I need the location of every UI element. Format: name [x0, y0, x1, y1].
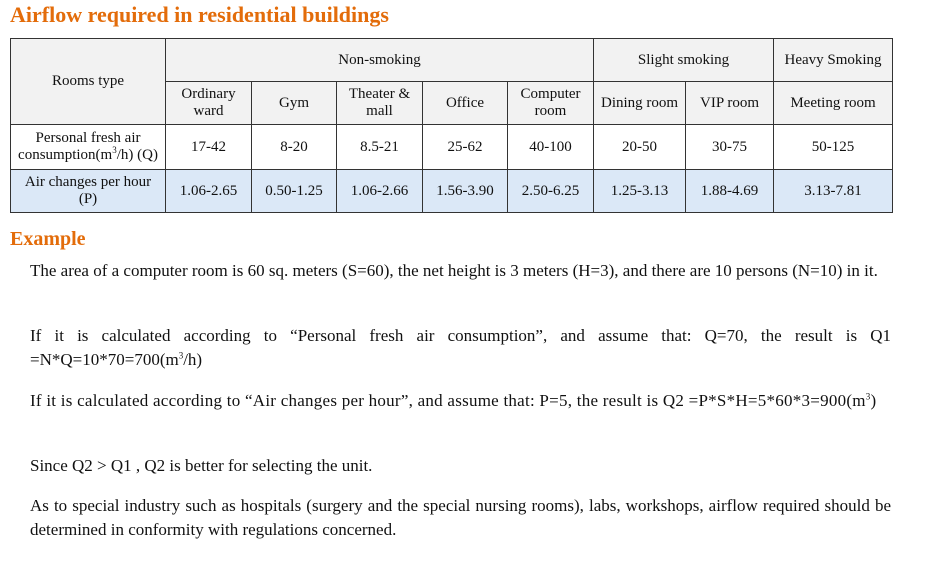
table-cell: 8-20	[252, 125, 337, 170]
table-cell: 25-62	[423, 125, 508, 170]
group-heavy-smoking: Heavy Smoking	[774, 39, 893, 82]
table-cell: 1.25-3.13	[594, 170, 686, 213]
row-label-air-changes: Air changes per hour (P)	[11, 170, 166, 213]
table-cell: 1.06-2.66	[337, 170, 423, 213]
example-paragraph-5: As to special industry such as hospitals (surgery and the special nursing rooms), labs, workshops, airflow required should be determined in conformity with regulations concerned.	[30, 496, 891, 539]
table-cell: 1.88-4.69	[686, 170, 774, 213]
room-dining: Dining room	[594, 82, 686, 125]
room-vip: VIP room	[686, 82, 774, 125]
table-cell: 3.13-7.81	[774, 170, 893, 213]
example-paragraph-1: The area of a computer room is 60 sq. meters (S=60), the net height is 3 meters (H=3), and there are 10 persons (N=10) in it.	[30, 261, 878, 280]
room-meeting: Meeting room	[774, 82, 893, 125]
table-cell: 20-50	[594, 125, 686, 170]
example-paragraph-4: Since Q2 > Q1 , Q2 is better for selecting the unit.	[30, 456, 373, 475]
room-office: Office	[423, 82, 508, 125]
airflow-table	[10, 38, 893, 213]
table-cell: 17-42	[166, 125, 252, 170]
row-label-fresh-air: Personal fresh air $consumption(m^3/h)$ (Q)	[11, 125, 166, 170]
page-title: Airflow required in residential buildings	[10, 2, 389, 27]
example-heading: Example	[10, 228, 86, 250]
room-gym: Gym	[252, 82, 337, 125]
table-row	[11, 125, 893, 170]
table-header-row	[11, 39, 893, 82]
table-cell: 0.50-1.25	[252, 170, 337, 213]
room-computer: Computer room	[508, 82, 594, 125]
table-cell: 1.56-3.90	[423, 170, 508, 213]
table-cell: 40-100	[508, 125, 594, 170]
example-paragraph-2: If it is calculated according to “Personal fresh air consumption”, and assume that: Q=70, the result is $Q1 =N*Q=10*70=700(m^3/h)$	[30, 326, 891, 369]
table-cell: 30-75	[686, 125, 774, 170]
table-cell: 50-125	[774, 125, 893, 170]
room-theater-mall: Theater & mall	[337, 82, 423, 125]
table-cell: 2.50-6.25	[508, 170, 594, 213]
table-cell: 8.5-21	[337, 125, 423, 170]
rooms-type-header: Rooms type	[11, 39, 166, 125]
room-ordinary-ward: Ordinary ward	[166, 82, 252, 125]
group-non-smoking: Non-smoking	[166, 39, 594, 82]
table-cell: 1.06-2.65	[166, 170, 252, 213]
table-row	[11, 170, 893, 213]
example-paragraph-3: If it is calculated according to “Air changes per hour”, and assume that: P=5, the result is $Q2 =P*S*H=5*60*3=900(m^3)$	[30, 391, 877, 410]
group-slight-smoking: Slight smoking	[594, 39, 774, 82]
